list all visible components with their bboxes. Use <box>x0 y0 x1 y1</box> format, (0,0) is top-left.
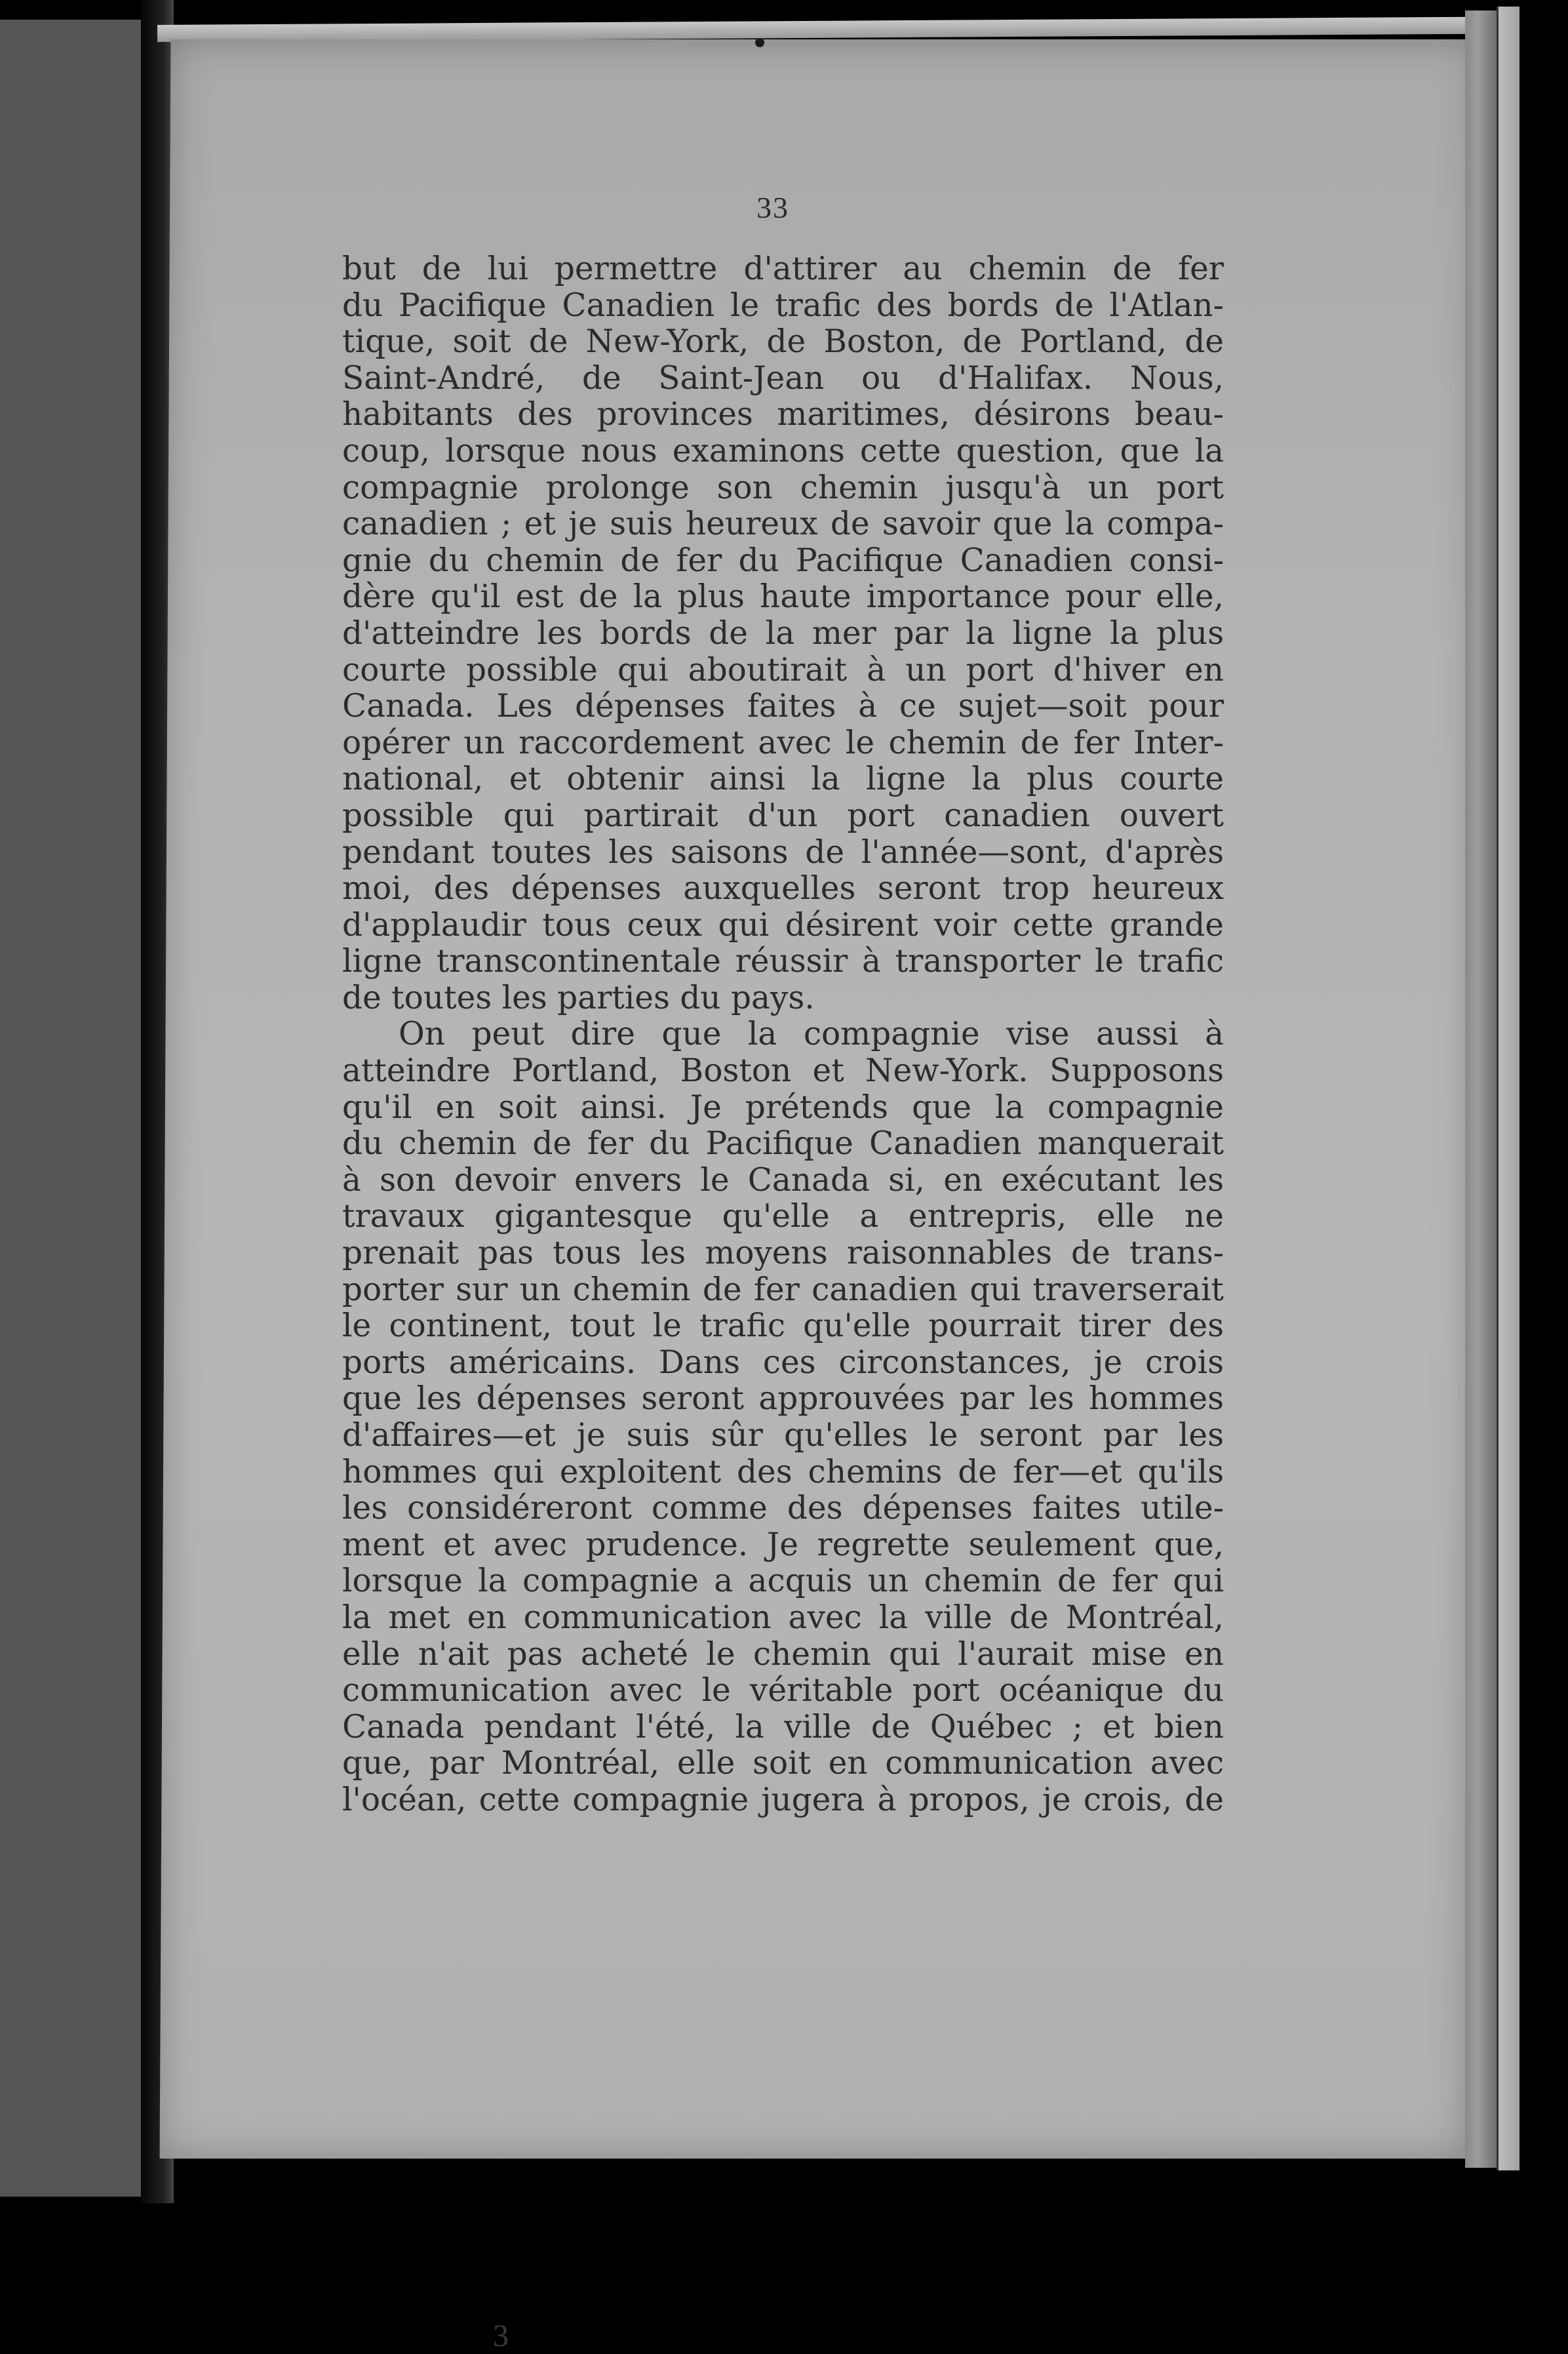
text-line: tique, soit de New-York, de Boston, de Portland, de <box>342 323 1224 361</box>
text-line: Saint-André, de Saint-Jean ou d'Halifax. Nous, <box>342 359 1224 397</box>
text-line: habitants des provinces maritimes, désirons beau- <box>342 396 1224 433</box>
text-line: du chemin de fer du Pacifique Canadien manquerait <box>342 1125 1224 1163</box>
text-line: coup, lorsque nous examinons cette question, que la <box>342 432 1224 469</box>
text-line: dère qu'il est de la plus haute importance pour elle, <box>342 578 1224 616</box>
text-line: communication avec le véritable port océanique du <box>342 1672 1224 1709</box>
signature-mark: 3 <box>493 2319 509 2353</box>
text-line: la met en communication avec la ville de Montréal, <box>342 1599 1224 1636</box>
text-line: atteindre Portland, Boston et New-York. Supposons <box>342 1052 1224 1090</box>
text-line: Canada pendant l'été, la ville de Québec ; et bien <box>342 1708 1224 1746</box>
text-line: travaux gigantesque qu'elle a entrepris, elle ne <box>342 1198 1224 1235</box>
text-line: du Pacifique Canadien le trafic des bords de l'Atlan- <box>342 287 1224 324</box>
text-line: but de lui permettre d'attirer au chemin de fer <box>342 250 1224 287</box>
paragraph-2 <box>342 1016 1224 1818</box>
text-line: les considéreront comme des dépenses faites utile- <box>342 1490 1224 1527</box>
page-body-text <box>342 251 1224 1819</box>
page-stack-edge <box>1497 7 1519 2170</box>
text-line: le continent, tout le trafic qu'elle pourrait tirer des <box>342 1307 1224 1345</box>
text-line: canadien ; et je suis heureux de savoir que la compa- <box>342 506 1224 543</box>
text-line: national, et obtenir ainsi la ligne la plus courte <box>342 761 1224 798</box>
page-right-edge <box>1465 10 1497 2168</box>
text-line: compagnie prolonge son chemin jusqu'à un port <box>342 469 1224 506</box>
text-line: que les dépenses seront approuvées par les hommes <box>342 1380 1224 1418</box>
text-line: moi, des dépenses auxquelles seront trop heureux <box>342 870 1224 908</box>
text-line: courte possible qui aboutirait à un port d'hiver en <box>342 651 1224 688</box>
text-line: ports américains. Dans ces circonstances, je crois <box>342 1344 1224 1381</box>
text-line: lorsque la compagnie a acquis un chemin de fer qui <box>342 1563 1224 1600</box>
facing-page-edge <box>0 20 150 2197</box>
text-line: qu'il en soit ainsi. Je prétends que la compagnie <box>342 1088 1224 1126</box>
text-line: d'atteindre les bords de la mer par la ligne la plus <box>342 614 1224 652</box>
text-line: gnie du chemin de fer du Pacifique Canadien consi- <box>342 542 1224 579</box>
page-top-edge <box>157 17 1475 42</box>
text-line: hommes qui exploitent des chemins de fer—et qu'ils <box>342 1453 1224 1490</box>
text-line: prenait pas tous les moyens raisonnables de trans- <box>342 1235 1224 1272</box>
text-line: que, par Montréal, elle soit en communication avec <box>342 1745 1224 1782</box>
text-line: de toutes les parties du pays. <box>342 979 815 1016</box>
text-line: ligne transcontinentale réussir à transporter le trafic <box>342 943 1224 980</box>
text-line: opérer un raccordement avec le chemin de fer Inter- <box>342 724 1224 761</box>
text-line: l'océan, cette compagnie jugera à propos, je crois, de <box>342 1781 1224 1818</box>
page-number: 33 <box>756 191 789 224</box>
text-line: elle n'ait pas acheté le chemin qui l'aurait mise en <box>342 1635 1224 1673</box>
paragraph-1 <box>342 251 1224 1016</box>
text-line: ment et avec prudence. Je regrette seulement que, <box>342 1526 1224 1563</box>
text-line: pendant toutes les saisons de l'année—sont, d'après <box>342 833 1224 871</box>
text-line: On peut dire que la compagnie vise aussi à <box>399 1016 1224 1053</box>
text-line: Canada. Les dépenses faites à ce sujet—soit pour <box>342 688 1224 725</box>
text-line: d'applaudir tous ceux qui désirent voir cette grande <box>342 906 1224 944</box>
text-line: d'affaires—et je suis sûr qu'elles le seront par les <box>342 1417 1224 1454</box>
ink-dot <box>755 38 764 47</box>
text-line: porter sur un chemin de fer canadien qui traverserait <box>342 1271 1224 1308</box>
text-line: possible qui partirait d'un port canadien ouvert <box>342 797 1224 834</box>
text-line: à son devoir envers le Canada si, en exécutant les <box>342 1161 1224 1199</box>
